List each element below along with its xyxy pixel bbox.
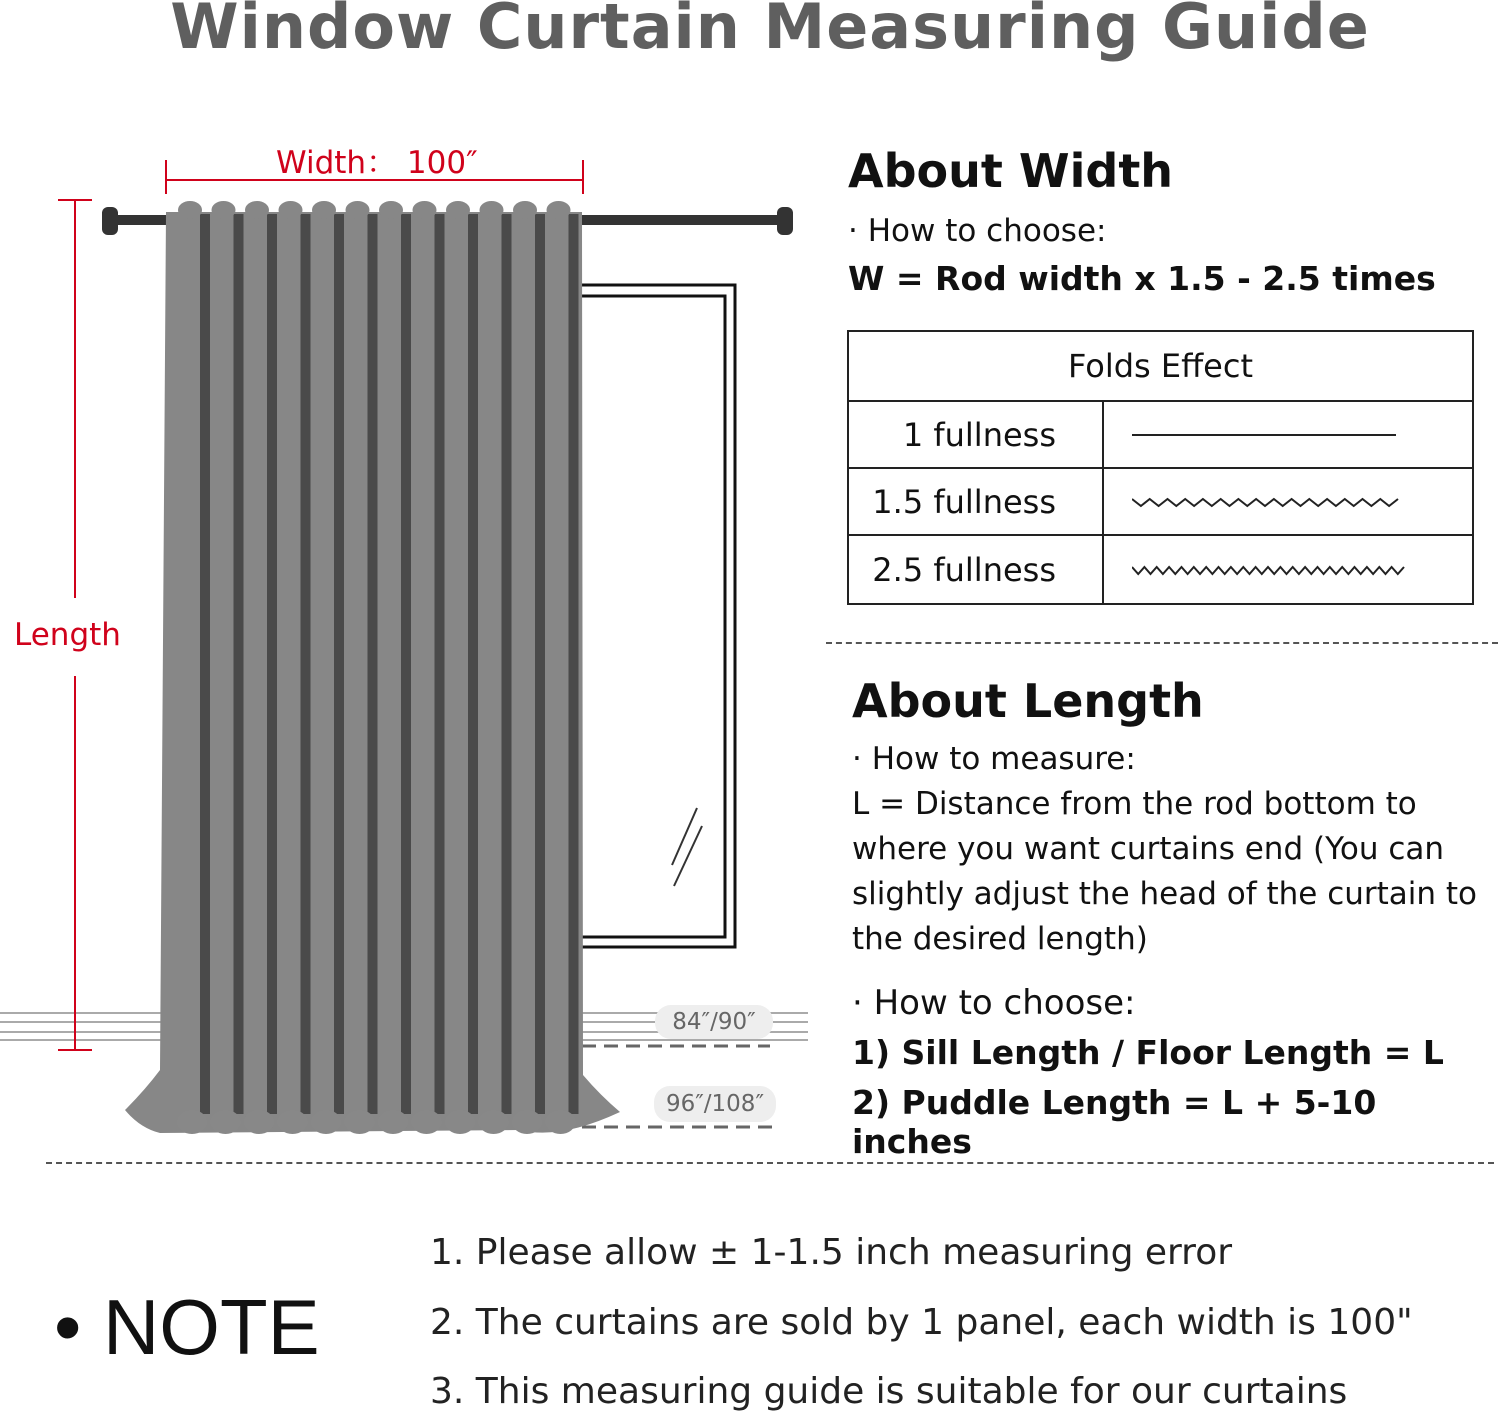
- fold-top: [446, 201, 470, 219]
- fold-shadow: [569, 214, 579, 1114]
- wave-line-icon: [1103, 468, 1473, 535]
- folds-effect-table: [847, 330, 1474, 605]
- fold-label-1: 1 fullness: [848, 401, 1103, 468]
- fold-top: [513, 201, 537, 219]
- fold-top: [346, 201, 370, 219]
- table-row: [848, 535, 1473, 604]
- fold-bottom: [177, 1110, 207, 1134]
- length-how-to-choose: · How to choose:: [852, 983, 1136, 1023]
- fold-shadow: [334, 214, 344, 1114]
- length-label: Length: [14, 617, 121, 653]
- about-length-heading: About Length: [852, 674, 1204, 728]
- fold-bottom: [512, 1110, 542, 1134]
- fold-shadow: [234, 214, 244, 1114]
- table-row: [848, 468, 1473, 535]
- curtain-diagram: [0, 130, 820, 1150]
- fold-bottom: [244, 1110, 274, 1134]
- fold-bottom: [378, 1110, 408, 1134]
- page-title: Window Curtain Measuring Guide: [170, 0, 1370, 63]
- length-tag-floor: 96″/108″: [654, 1086, 776, 1122]
- fold-bottom: [278, 1110, 308, 1134]
- width-how-to-choose: · How to choose:: [848, 213, 1107, 249]
- section-divider: [826, 642, 1498, 644]
- measure-line: L = Distance from the rod bottom to: [852, 786, 1417, 822]
- fold-top: [245, 201, 269, 219]
- fold-top: [413, 201, 437, 219]
- choice-puddle: 2) Puddle Length = L + 5-10 inches: [852, 1083, 1377, 1161]
- note-divider: [46, 1162, 1494, 1164]
- fold-bottom: [345, 1110, 375, 1134]
- fold-top: [212, 201, 236, 219]
- fold-shadow: [435, 214, 445, 1114]
- width-label: Width： 100″: [276, 145, 478, 181]
- fold-top: [279, 201, 303, 219]
- table-header-row: [848, 331, 1473, 401]
- fold-top: [547, 201, 571, 219]
- fold-shadow: [200, 214, 210, 1114]
- fold-label-2: 1.5 fullness: [848, 468, 1103, 535]
- note-item: 3. This measuring guide is suitable for our curtains: [430, 1371, 1348, 1412]
- fold-shadow: [368, 214, 378, 1114]
- fold-shadow: [267, 214, 277, 1114]
- fold-top: [312, 201, 336, 219]
- about-width-heading: About Width: [848, 144, 1174, 198]
- fold-top: [178, 201, 202, 219]
- fold-bottom: [445, 1110, 475, 1134]
- length-tag-sill: 84″/90″: [655, 1005, 773, 1039]
- fold-top: [379, 201, 403, 219]
- measure-line: slightly adjust the head of the curtain to: [852, 876, 1478, 912]
- note-item: 2. The curtains are sold by 1 panel, each width is 100": [430, 1302, 1413, 1343]
- measure-line: where you want curtains end (You can: [852, 831, 1445, 867]
- fold-bottom: [311, 1110, 341, 1134]
- fold-top: [480, 201, 504, 219]
- fold-shadow: [468, 214, 478, 1114]
- flat-line-icon: [1103, 401, 1473, 468]
- choice-sill-floor: 1) Sill Length / Floor Length = L: [852, 1033, 1444, 1072]
- fold-bottom: [479, 1110, 509, 1134]
- table-header: Folds Effect: [848, 331, 1473, 401]
- fold-shadow: [301, 214, 311, 1114]
- measure-line: the desired length): [852, 921, 1148, 957]
- length-how-to-measure: · How to measure:: [852, 741, 1136, 777]
- table-row: [848, 401, 1473, 468]
- fold-bottom: [211, 1110, 241, 1134]
- dense-wave-line-icon: [1103, 535, 1473, 604]
- fold-shadow: [502, 214, 512, 1114]
- note-item: 1. Please allow ± 1-1.5 inch measuring error: [430, 1232, 1233, 1273]
- fold-shadow: [535, 214, 545, 1114]
- fold-bottom: [412, 1110, 442, 1134]
- width-formula: W = Rod width x 1.5 - 2.5 times: [848, 259, 1436, 298]
- window-frame: [560, 285, 735, 947]
- curtain-panel: [125, 201, 620, 1134]
- note-heading: • NOTE: [54, 1283, 320, 1371]
- fold-shadow: [401, 214, 411, 1114]
- fold-bottom: [546, 1110, 576, 1134]
- fold-label-3: 2.5 fullness: [848, 535, 1103, 604]
